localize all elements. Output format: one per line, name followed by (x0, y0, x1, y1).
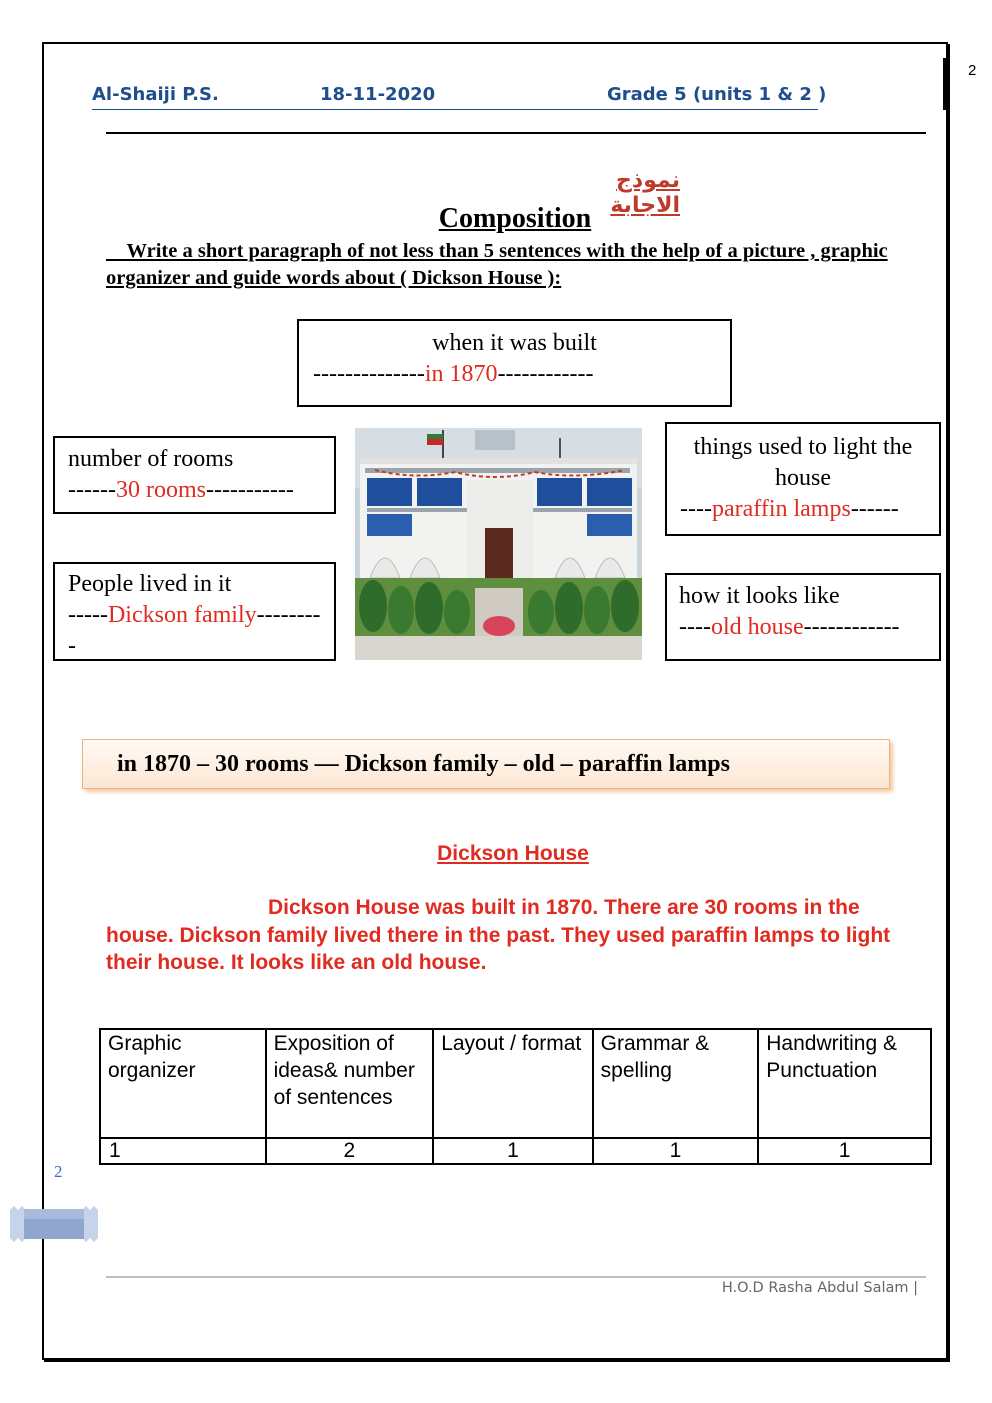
dickson-house-photo (355, 428, 642, 660)
light-answer-line: ----paraffin lamps------ (680, 496, 899, 522)
people-answer: Dickson family (107, 602, 257, 628)
paragraph-title: Dickson House (437, 842, 589, 865)
organizer-box-looks (665, 573, 941, 661)
footer-rule (106, 1276, 926, 1278)
looks-label: how it looks like (679, 583, 840, 609)
page-number-bottom: 2 (54, 1162, 63, 1181)
organizer-box-people (53, 562, 336, 661)
margin-bar (943, 58, 946, 110)
rubric-score: 1 (100, 1138, 266, 1164)
rubric-criterion: Layout / format (433, 1029, 592, 1138)
rubric-criterion: Exposition of ideas& number of sentences (266, 1029, 434, 1138)
looks-answer-line: ----old house------------ (679, 614, 900, 640)
rubric-score: 1 (758, 1138, 931, 1164)
answer-key-label: نموذج الاجابة (610, 168, 680, 218)
looks-answer: old house (710, 614, 804, 640)
rooms-answer-line: ------30 rooms----------- (68, 477, 294, 503)
rubric-criterion: Grammar & spelling (593, 1029, 759, 1138)
rooms-label: number of rooms (68, 446, 234, 472)
paragraph-text: Dickson House was built in 1870. There are 30 rooms in the house. Dickson family lived there in the past. They used paraffin lamps to light their house. It looks like an old house. (106, 896, 891, 974)
built-answer: in 1870 (424, 361, 498, 387)
people-answer-line: -----Dickson family--------- (68, 602, 321, 659)
rubric-criterion: Handwriting & Punctuation (758, 1029, 931, 1138)
built-answer-line: --------------in 1870------------ (313, 361, 594, 387)
header-date: 18-11-2020 (320, 84, 436, 105)
ribbon-decoration (10, 1206, 100, 1247)
rooms-answer: 30 rooms (115, 477, 206, 503)
footer-hod: H.O.D Rasha Abdul Salam | (721, 1280, 918, 1296)
rubric-criteria-row (100, 1029, 931, 1138)
built-label: when it was built (432, 330, 597, 356)
people-label: People lived in it (68, 571, 232, 597)
instructions: Write a short paragraph of not less than 5 sentences with the help of a picture , graphic organizer and guide words about ( Dickson House ): (106, 240, 888, 289)
rubric-score: 2 (266, 1138, 434, 1164)
light-answer: paraffin lamps (711, 496, 851, 522)
rubric-table (99, 1028, 932, 1165)
header-grade: Grade 5 (units 1 & 2 ) (607, 84, 827, 105)
light-label: things used to light the house (693, 434, 913, 491)
school-name: Al-Shaiji P.S. (92, 84, 219, 105)
organizer-box-built (297, 319, 732, 407)
guide-words: in 1870 – 30 rooms — Dickson family – old – paraffin lamps (117, 751, 730, 777)
page-title: Composition (438, 203, 592, 234)
rubric-scores-row (100, 1138, 931, 1164)
organizer-box-rooms (53, 436, 336, 514)
organizer-box-light (665, 422, 941, 536)
rubric-criterion: Graphic organizer (100, 1029, 266, 1138)
header-rule (106, 132, 926, 134)
page-number-top: 2 (968, 62, 977, 79)
rubric-score: 1 (593, 1138, 759, 1164)
header-underline (92, 109, 818, 110)
guide-words-banner (82, 739, 890, 789)
rubric-score: 1 (433, 1138, 592, 1164)
